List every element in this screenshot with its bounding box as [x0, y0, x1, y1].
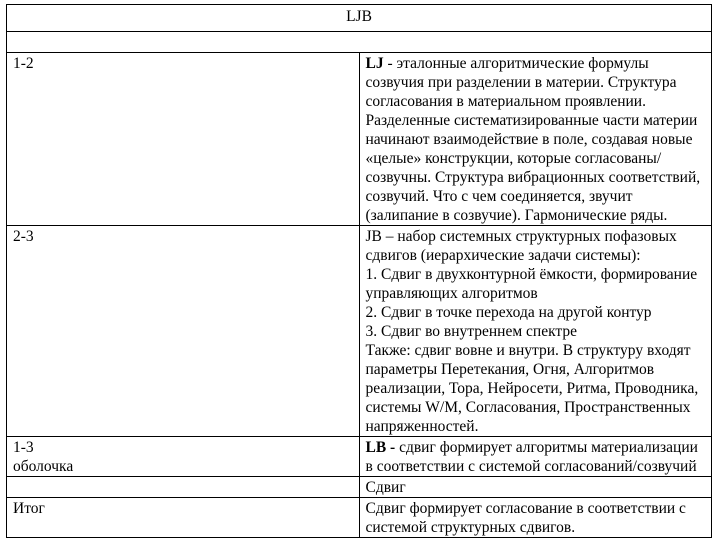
row-label: Итог [7, 498, 360, 538]
list-item: 2. Сдвиг в точке перехода на другой контур [365, 304, 652, 321]
list-item: 1. Сдвиг в двухконтурной ёмкости, формирование управляющих алгоритмов [365, 266, 698, 302]
row-content [359, 53, 712, 226]
row-content [359, 437, 712, 477]
row-label: 1-2 [7, 53, 360, 226]
row-label-line: 1-3 [13, 439, 34, 456]
row-label [7, 477, 360, 498]
row-text: сдвиг формирует алгоритмы материализации в соответствии с системой согласований/созвучий [365, 439, 698, 475]
table-row [7, 226, 712, 437]
row-label [7, 437, 360, 477]
row-label-line: оболочка [13, 458, 74, 475]
row-label: 2-3 [7, 226, 360, 437]
table-row [7, 477, 712, 498]
ljb-table [6, 4, 712, 538]
row-content: Сдвиг [359, 477, 712, 498]
table-row [7, 437, 712, 477]
row-content [359, 226, 712, 437]
row-lead: LJ [365, 55, 384, 72]
table-row [7, 53, 712, 226]
table-row [7, 498, 712, 538]
row-lead: JB [365, 228, 382, 245]
blank-cell [7, 32, 712, 53]
row-lead: LB - [365, 439, 396, 456]
row-text: – набор системных структурных пофазовых сдвигов (иерархические задачи системы): [365, 228, 677, 264]
row-extra: Также: сдвиг вовне и внутри. В структуру входят параметры Перетекания, Огня, Алгоритмов реализации, Тора, Нейросети, Ритма, Проводника, системы W/M, Согласования, Пространственных напряженностей. [365, 342, 699, 435]
blank-row [7, 32, 712, 53]
row-text: - эталонные алгоритмические формулы созвучия при разделении в материи. Структура согласования в материальном проявлении. Разделенные систематизированные части материи начинают взаимодействие в поле, создавая новые «целые» конструкции, которые согласованы/созвучны. Структура вибрационных соответствий, созвучий. Что с чем соединяется, звучит (залипание в созвучие). Гармонические ряды. [365, 55, 701, 224]
document-page [6, 4, 712, 538]
title-row [7, 5, 712, 32]
table-title: LJB [7, 5, 712, 32]
list-item: 3. Сдвиг во внутреннем спектре [365, 323, 577, 340]
row-content: Сдвиг формирует согласование в соответствии с системой структурных сдвигов. [359, 498, 712, 538]
